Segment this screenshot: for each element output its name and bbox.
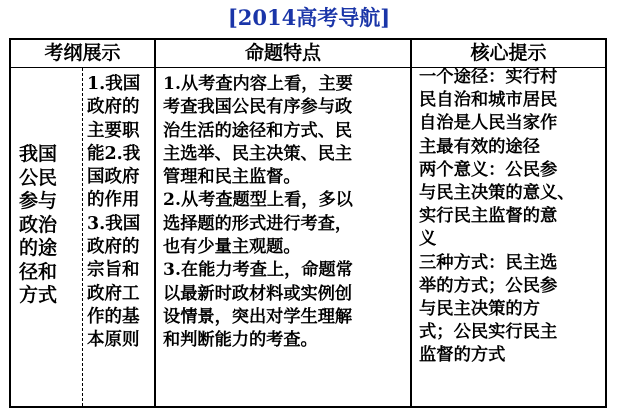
page-title: [2014高考导航] — [227, 5, 391, 30]
features-cell: 1.从考查内容上看，主要 考查我国公民有序参与政 治生活的途径和方式、民 主选举、民主决策、民主 管理和民主监督。 2.从考查题型上看，多以 选择题的形式进行考查， 也有少量主观题。 3.在能力考查上，命题常 以最新时政材料或实例创 设情景，突出对学生理解 和判断能力的考查。 — [163, 74, 353, 351]
header-core: 核心提示 — [412, 40, 605, 68]
header-features: 命题特点 — [156, 40, 410, 68]
divider-col2 — [410, 40, 412, 406]
header-outline: 考纲展示 — [11, 40, 154, 68]
core-cell: 一个途径：实行村 民自治和城市居民 自治是人民当家作 主最有效的途径 两个意义：公民参 与民主决策的意义、 实行民主监督的意 义 三种方式：民主选 举的方式；公民参 与民主决策的方 式；公民实行民主 监督的方式 — [419, 67, 575, 366]
divider-outline-inner — [82, 68, 83, 406]
exam-guide-table — [9, 38, 607, 408]
divider-col1 — [154, 40, 156, 406]
topic-cell: 我国 公民 参与 政治 的途 径和 方式 — [19, 143, 58, 306]
outline-cell: 1.我国 政府的 主要职 能2.我 国政府 的作用 3.我国 政府的 宗旨和 政府工 作的基 本原则 — [87, 74, 141, 351]
